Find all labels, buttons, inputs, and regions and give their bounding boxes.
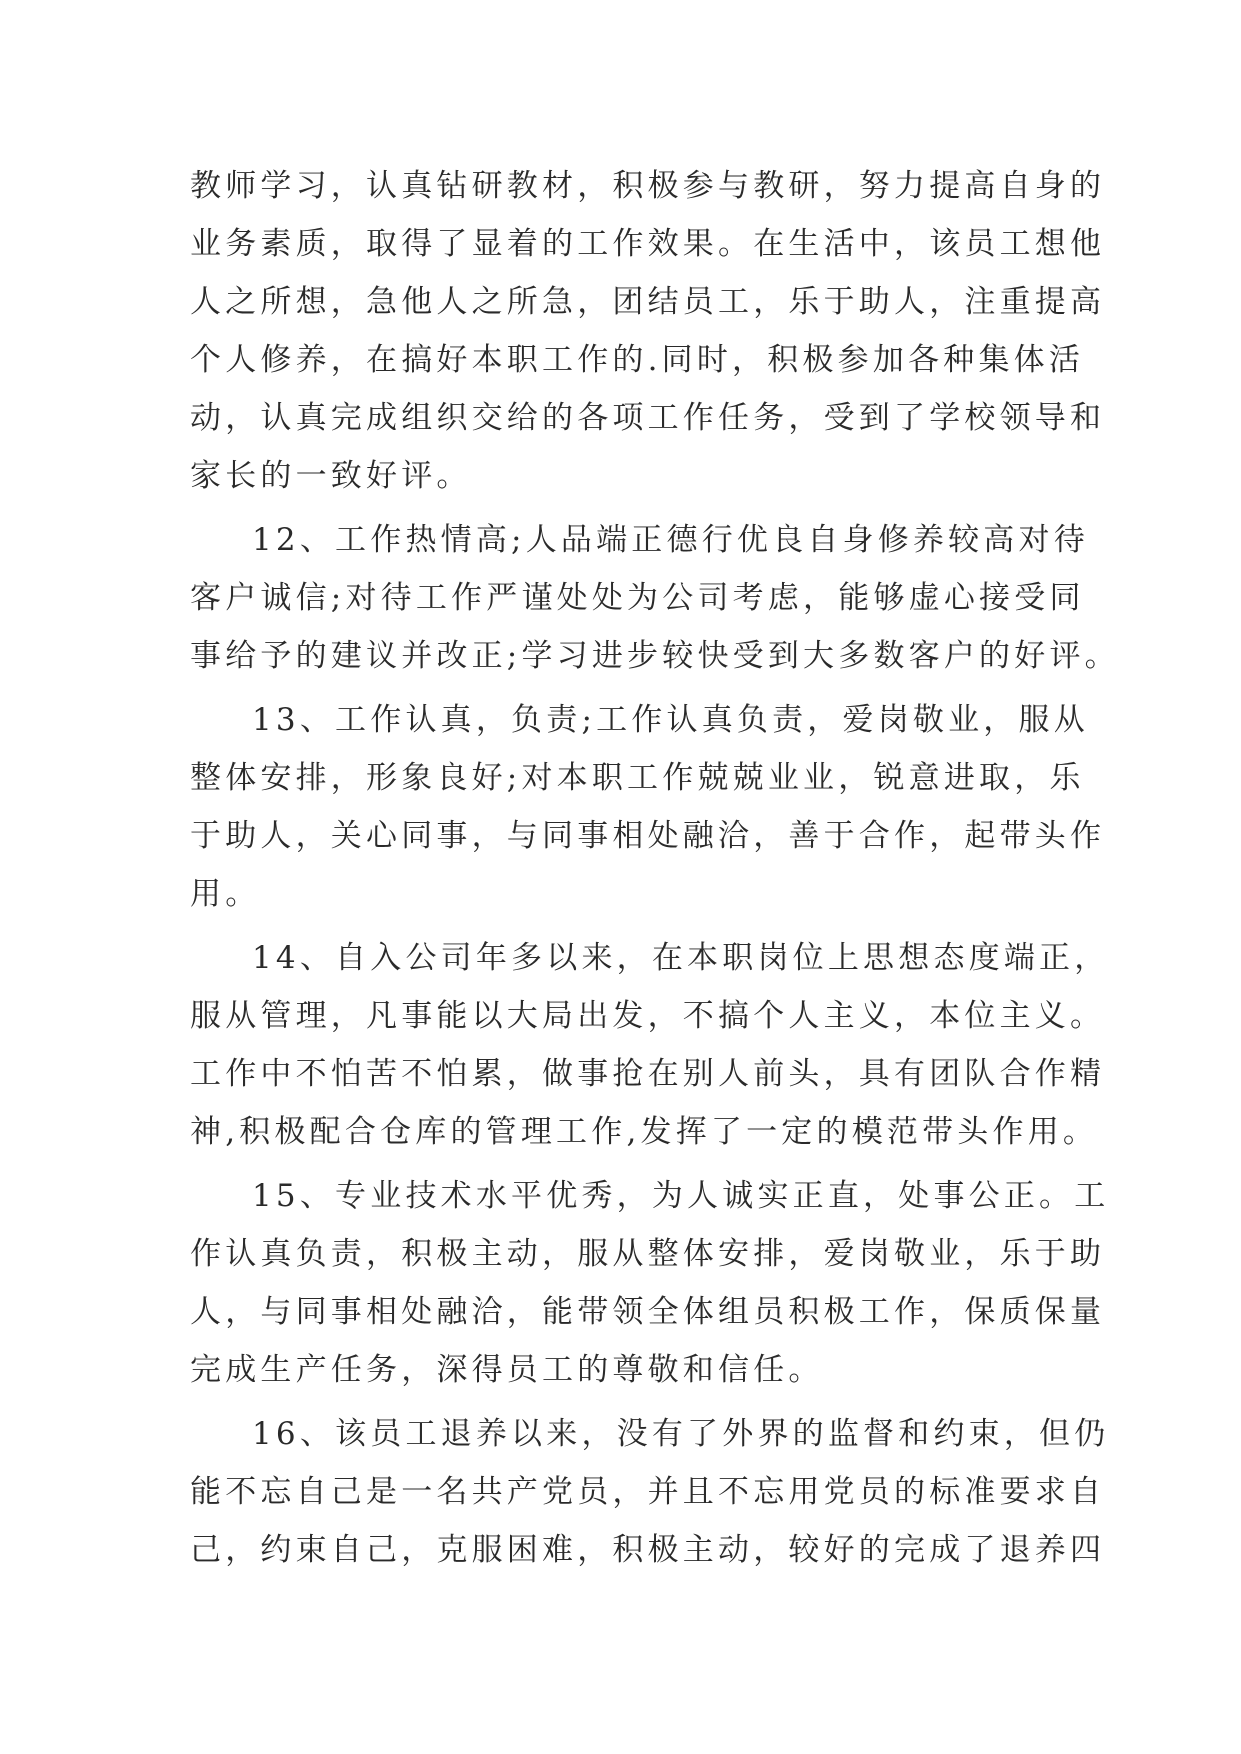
text-line: 神,积极配合仓库的管理工作,发挥了一定的模范带头作用。 [190, 1114, 1099, 1150]
text-line: 工作中不怕苦不怕累，做事抢在别人前头，具有团队合作精 [190, 1056, 1106, 1092]
paragraph-12 [190, 511, 1120, 685]
paragraph-16 [190, 1405, 1110, 1579]
text-line: 16、该员工退养以来，没有了外界的监督和约束，但仍 [252, 1416, 1110, 1452]
text-line: 用。 [190, 876, 261, 912]
text-line: 能不忘自己是一名共产党员，并且不忘用党员的标准要求自 [190, 1474, 1106, 1510]
text-line: 于助人，关心同事，与同事相处融洽，善于合作，起带头作 [190, 818, 1106, 854]
text-line: 人，与同事相处融洽，能带领全体组员积极工作，保质保量 [190, 1294, 1106, 1330]
text-line: 个人修养，在搞好本职工作的.同时，积极参加各种集体活 [190, 342, 1085, 378]
document-body [190, 157, 1120, 1579]
text-line: 教师学习，认真钻研教材，积极参与教研，努力提高自身的 [190, 168, 1106, 204]
text-line: 服从管理，凡事能以大局出发，不搞个人主义，本位主义。 [190, 998, 1106, 1034]
text-line: 作认真负责，积极主动，服从整体安排，爱岗敬业，乐于助 [190, 1236, 1106, 1272]
text-line: 业务素质，取得了显着的工作效果。在生活中，该员工想他 [190, 226, 1106, 262]
paragraph-continued [190, 157, 1106, 505]
text-line: 15、专业技术水平优秀，为人诚实正直，处事公正。工 [252, 1178, 1110, 1214]
text-line: 12、工作热情高;人品端正德行优良自身修养较高对待 [252, 522, 1089, 558]
paragraph-15 [190, 1167, 1110, 1399]
paragraph-14 [190, 929, 1110, 1161]
text-line: 客户诚信;对待工作严谨处处为公司考虑，能够虚心接受同 [190, 580, 1085, 616]
text-line: 家长的一致好评。 [190, 458, 472, 494]
text-line: 完成生产任务，深得员工的尊敬和信任。 [190, 1352, 824, 1388]
text-line: 事给予的建议并改正;学习进步较快受到大多数客户的好评。 [190, 638, 1120, 674]
text-line: 14、自入公司年多以来，在本职岗位上思想态度端正， [252, 940, 1110, 976]
text-line: 13、工作认真，负责;工作认真负责，爱岗敬业，服从 [252, 702, 1089, 738]
text-line: 整体安排，形象良好;对本职工作兢兢业业，锐意进取，乐 [190, 760, 1085, 796]
text-line: 人之所想，急他人之所急，团结员工，乐于助人，注重提高 [190, 284, 1106, 320]
paragraph-13 [190, 691, 1106, 923]
text-line: 己，约束自己，克服困难，积极主动，较好的完成了退养四 [190, 1532, 1106, 1568]
text-line: 动，认真完成组织交给的各项工作任务，受到了学校领导和 [190, 400, 1106, 436]
